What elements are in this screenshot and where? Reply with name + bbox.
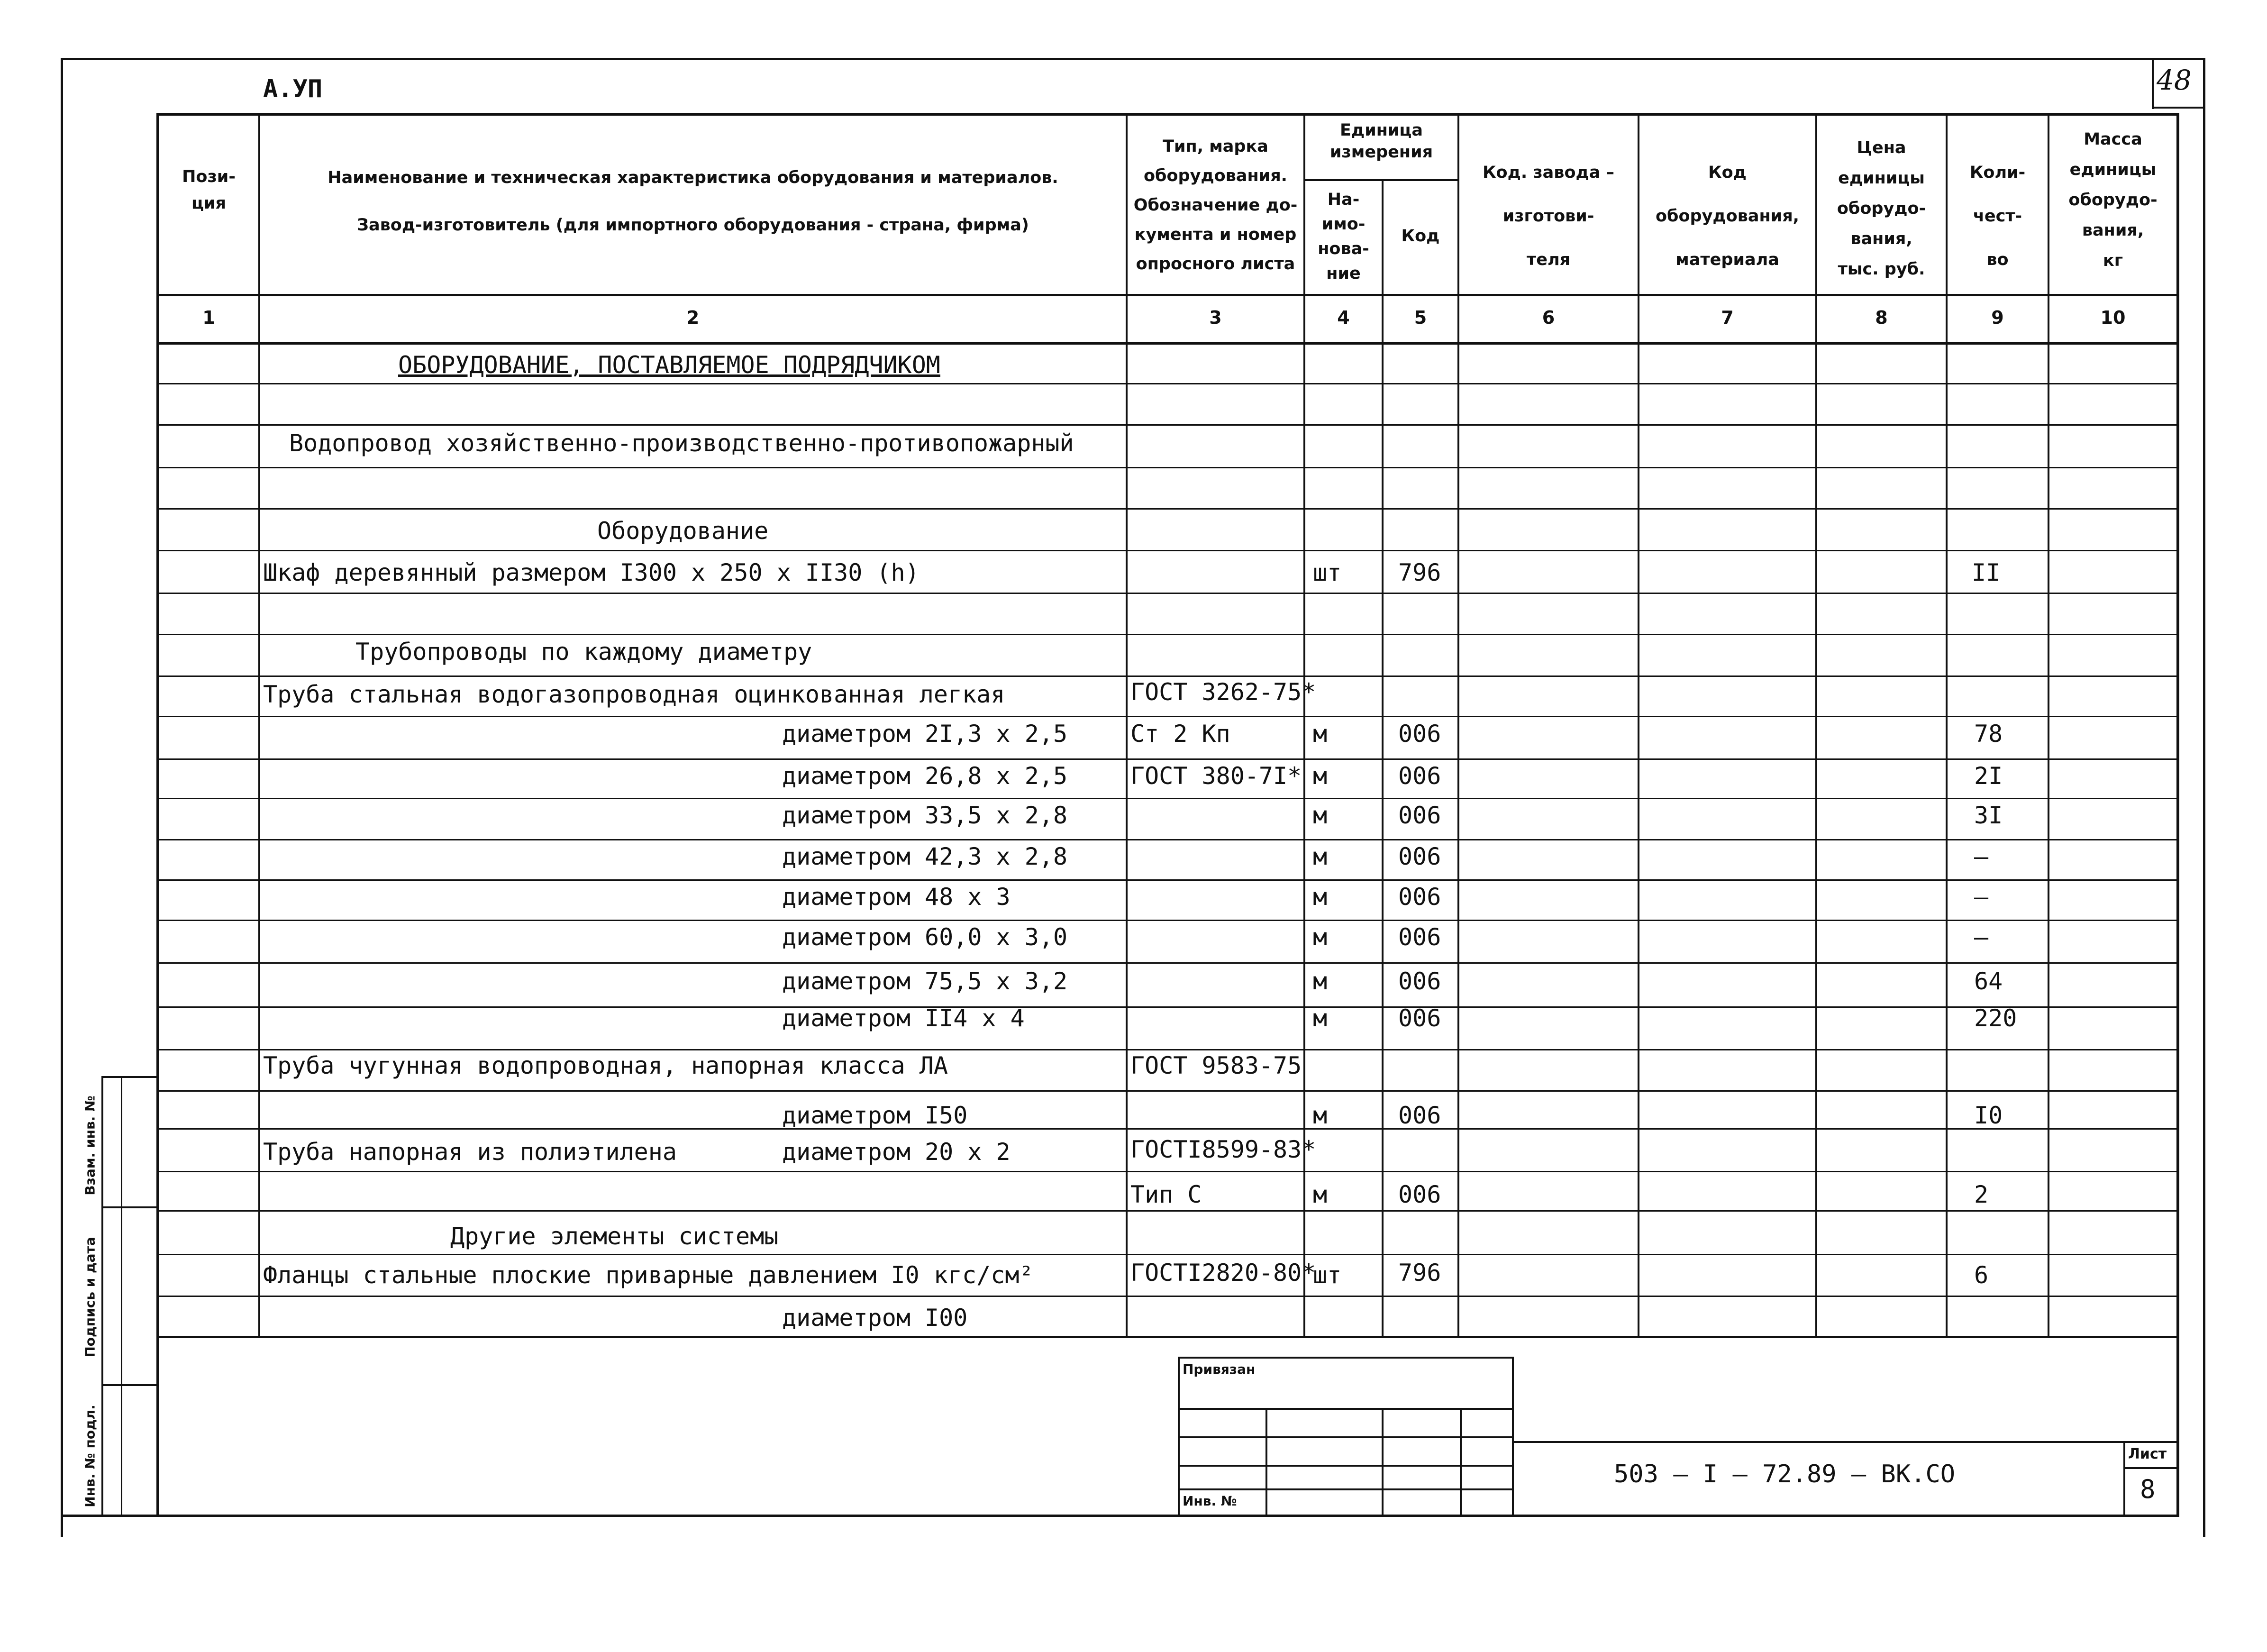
table-row: диаметром 26,8 x 2,5 xyxy=(782,762,1068,790)
colnum-6: 6 xyxy=(1542,307,1555,328)
table-row: диаметром 33,5 x 2,8 xyxy=(782,802,1068,829)
section-title: ОБОРУДОВАНИЕ, ПОСТАВЛЯЕМОЕ ПОДРЯДЧИКОМ xyxy=(398,351,940,379)
subsection-title: Водопровод хозяйственно-производственно-противопожарный xyxy=(289,429,1074,457)
row-line xyxy=(156,508,2176,510)
side-label-inv: Инв. № подл. xyxy=(82,1405,98,1507)
group-title-other: Другие элементы системы xyxy=(450,1223,779,1250)
table-row: диаметром I50 xyxy=(782,1102,968,1129)
colnum-4: 4 xyxy=(1337,307,1350,328)
table-row: Фланцы стальные плоские приварные давлением I0 кгс/см² xyxy=(263,1261,1034,1289)
row-line xyxy=(156,550,2176,551)
sheet-label: А.УП xyxy=(263,75,323,103)
header-col10: Масса единицы оборудо- вания, кг xyxy=(2068,130,2158,270)
qty-cell: 220 xyxy=(1974,1004,2017,1032)
row-line xyxy=(156,1171,2176,1172)
header-col4: На- имо- нова- ние xyxy=(1318,190,1369,283)
colnum-5: 5 xyxy=(1414,307,1427,328)
type-cell: ГОСТ 9583-75 xyxy=(1130,1052,1302,1079)
stamp-linked: Привязан xyxy=(1183,1361,1256,1377)
row-line xyxy=(156,467,2176,468)
table-row: Шкаф деревянный размером I300 x 250 x II30 (h) xyxy=(263,559,920,586)
row-line xyxy=(156,879,2176,881)
unit-cell: м xyxy=(1313,843,1328,870)
header-col8: Цена единицы оборудо- вания, тыс. руб. xyxy=(1837,138,1926,279)
unit-cell: м xyxy=(1313,1181,1328,1208)
unit-cell: шт xyxy=(1313,559,1342,586)
qty-cell: 78 xyxy=(1974,720,2003,748)
code-cell: 006 xyxy=(1398,843,1441,870)
qty-cell: I0 xyxy=(1974,1102,2003,1129)
table-row: диаметром I00 xyxy=(782,1304,968,1332)
table-row: диаметром 48 x 3 xyxy=(782,883,1011,911)
row-line xyxy=(156,962,2176,964)
table-row: Труба напорная из полиэтилена xyxy=(263,1138,677,1166)
row-line xyxy=(156,1210,2176,1212)
table-row: диаметром 75,5 x 3,2 xyxy=(782,967,1068,995)
row-line xyxy=(156,1090,2176,1092)
colnum-9: 9 xyxy=(1991,307,2004,328)
header-col6: Код. завода – изготови- теля xyxy=(1482,163,1615,269)
colnum-2: 2 xyxy=(686,307,700,328)
row-line xyxy=(156,1049,2176,1050)
row-line xyxy=(156,1128,2176,1130)
header-col7: Код оборудования, материала xyxy=(1656,163,1799,269)
group-title-pipes: Трубопроводы по каждому диаметру xyxy=(355,638,812,666)
type-cell: Тип С xyxy=(1130,1181,1202,1208)
code-cell: 796 xyxy=(1398,1259,1441,1287)
table-row: диаметром II4 x 4 xyxy=(782,1004,1025,1032)
type-cell: ГОСТI8599-83* xyxy=(1130,1136,1316,1163)
table-row-dim: диаметром 20 x 2 xyxy=(782,1138,1011,1166)
colnum-1: 1 xyxy=(202,307,215,328)
type-cell: ГОСТ 3262-75* xyxy=(1130,678,1316,706)
type-cell: ГОСТ 380-7I* xyxy=(1130,762,1302,790)
header-col5: Код xyxy=(1401,227,1440,246)
colnum-3: 3 xyxy=(1209,307,1222,328)
unit-cell: м xyxy=(1313,923,1328,951)
code-cell: 006 xyxy=(1398,1102,1441,1129)
side-label-replace: Взам. инв. № xyxy=(82,1095,98,1196)
unit-cell: м xyxy=(1313,1102,1328,1129)
unit-cell: м xyxy=(1313,1004,1328,1032)
qty-cell: – xyxy=(1974,843,1989,870)
table-row: Труба чугунная водопроводная, напорная класса ЛА xyxy=(263,1052,948,1079)
header-col9: Коли- чест- во xyxy=(1969,163,2026,269)
code-cell: 006 xyxy=(1398,967,1441,995)
unit-cell: м xyxy=(1313,802,1328,829)
row-line xyxy=(156,1296,2176,1297)
qty-cell: 64 xyxy=(1974,967,2003,995)
header-unit-group: Единица измерения xyxy=(1329,121,1433,162)
table-row: диаметром 2I,3 x 2,5 xyxy=(782,720,1068,748)
table-row: диаметром 42,3 x 2,8 xyxy=(782,843,1068,870)
unit-cell: шт xyxy=(1313,1261,1342,1289)
row-line xyxy=(156,634,2176,635)
code-cell: 006 xyxy=(1398,802,1441,829)
colnum-8: 8 xyxy=(1875,307,1888,328)
row-line xyxy=(156,383,2176,384)
side-label-sign: Подпись и дата xyxy=(82,1237,98,1358)
colnum-7: 7 xyxy=(1721,307,1734,328)
row-line xyxy=(156,798,2176,799)
qty-cell: 3I xyxy=(1974,802,2003,829)
row-line xyxy=(156,839,2176,840)
code-cell: 006 xyxy=(1398,720,1441,748)
sheet-title: Лист xyxy=(2128,1446,2167,1462)
group-title-equipment: Оборудование xyxy=(597,517,769,545)
row-line xyxy=(156,593,2176,594)
code-cell: 006 xyxy=(1398,883,1441,911)
code-cell: 796 xyxy=(1398,559,1441,586)
unit-cell: м xyxy=(1313,720,1328,748)
unit-cell: м xyxy=(1313,883,1328,911)
header-col2: Наименование и техническая характеристика оборудования и материалов. Завод-изготовитель (для импортного оборудования - страна, фирма) xyxy=(328,168,1058,235)
qty-cell: – xyxy=(1974,923,1989,951)
row-line xyxy=(156,920,2176,921)
code-cell: 006 xyxy=(1398,762,1441,790)
type-cell: Ст 2 Кп xyxy=(1130,720,1230,748)
unit-cell: м xyxy=(1313,762,1328,790)
code-cell: 006 xyxy=(1398,1004,1441,1032)
qty-cell: 2 xyxy=(1974,1181,1989,1208)
row-line xyxy=(156,675,2176,677)
colnum-10: 10 xyxy=(2100,307,2126,328)
qty-cell: II xyxy=(1972,559,2001,586)
table-row: диаметром 60,0 x 3,0 xyxy=(782,923,1068,951)
row-line xyxy=(156,716,2176,717)
document-code: 503 – I – 72.89 – ВК.СО xyxy=(1614,1460,1956,1488)
qty-cell: – xyxy=(1974,883,1989,911)
row-line xyxy=(156,758,2176,760)
page-mark: 48 xyxy=(2157,64,2192,96)
qty-cell: 6 xyxy=(1974,1261,1989,1289)
header-col3: Тип, марка оборудования. Обозначение до- кумента и номер опросного листа xyxy=(1133,137,1298,274)
stamp-inv: Инв. № xyxy=(1183,1493,1237,1509)
qty-cell: 2I xyxy=(1974,762,2003,790)
header-col1: Пози- ция xyxy=(182,167,236,213)
row-line xyxy=(156,1006,2176,1008)
sheet-number: 8 xyxy=(2140,1474,2156,1504)
table-row: Труба стальная водогазопроводная оцинкованная легкая xyxy=(263,681,1005,708)
code-cell: 006 xyxy=(1398,1181,1441,1208)
row-line xyxy=(156,1254,2176,1255)
unit-cell: м xyxy=(1313,967,1328,995)
row-line xyxy=(156,424,2176,426)
code-cell: 006 xyxy=(1398,923,1441,951)
type-cell: ГОСТI2820-80* xyxy=(1130,1259,1316,1287)
